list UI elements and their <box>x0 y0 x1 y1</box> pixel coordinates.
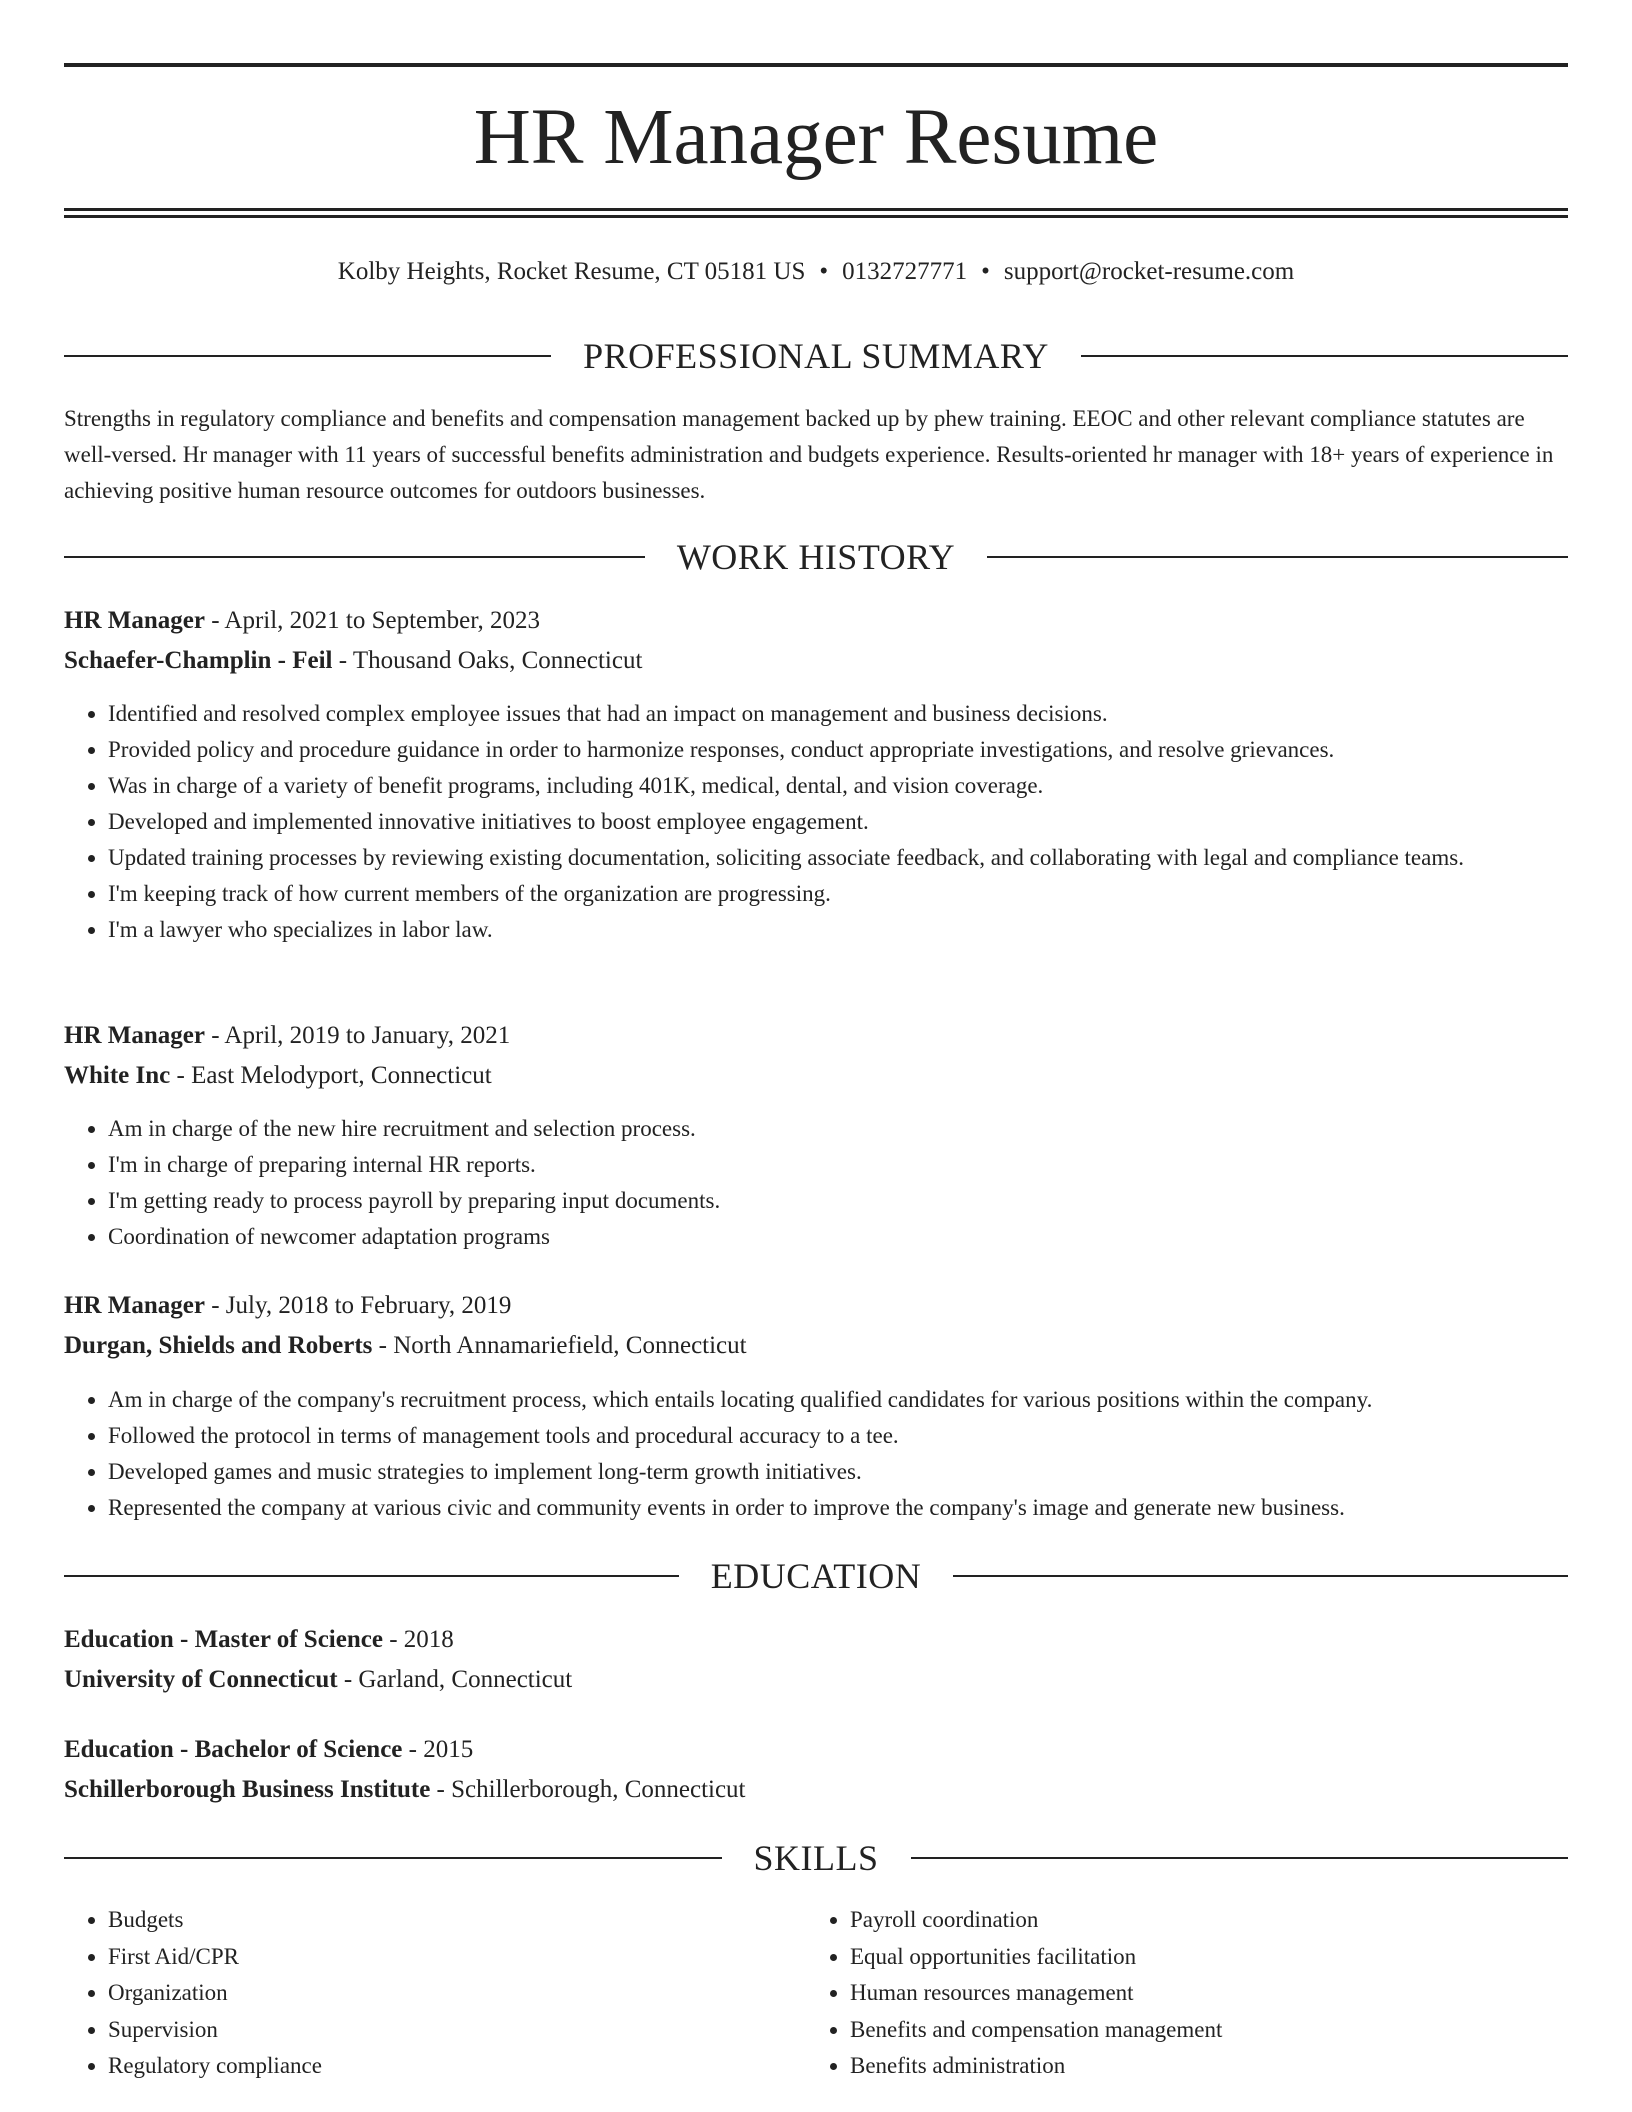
job-heading <box>64 605 1568 637</box>
divider <box>911 1857 1569 1859</box>
education-year: - 2015 <box>402 1736 474 1763</box>
list-item: • Updated training processes by reviewing existing documentation, soliciting associate feedback, and collaborating with legal and compliance teams. <box>108 840 1568 876</box>
education-heading <box>64 1734 1568 1766</box>
section-heading-summary <box>64 334 1568 378</box>
title-rule-upper <box>64 208 1568 211</box>
education-location: - Schillerborough, Connecticut <box>430 1776 746 1803</box>
list-item: • Developed games and music strategies to implement long-term growth initiatives. <box>108 1454 1568 1490</box>
education-school: Schillerborough Business Institute <box>64 1776 431 1803</box>
section-heading-work-history <box>64 535 1568 579</box>
contact-email: support@rocket-resume.com <box>1003 258 1295 285</box>
list-item: • Developed and implemented innovative initiatives to boost employee engagement. <box>108 804 1568 840</box>
title-rule-lower <box>64 215 1568 218</box>
top-rule <box>64 63 1568 67</box>
list-item: • Was in charge of a variety of benefit programs, including 401K, medical, dental, and vision coverage. <box>108 768 1568 804</box>
skill-item: • Benefits administration <box>850 2048 1610 2085</box>
contact-separator: • <box>819 258 829 285</box>
job-company: Schaefer-Champlin - Feil <box>64 647 333 674</box>
skill-item: • Budgets <box>108 1902 808 1939</box>
job-role: HR Manager <box>64 1292 205 1319</box>
job-company-line <box>64 1330 1568 1362</box>
list-item: • Am in charge of the company's recruitment process, which entails locating qualified candidates for various positions within the company. <box>108 1382 1568 1418</box>
list-item: • Am in charge of the new hire recruitment and selection process. <box>108 1111 1568 1147</box>
job-dates: - April, 2019 to January, 2021 <box>204 1022 511 1049</box>
divider <box>1081 355 1568 357</box>
job-location: - East Melodyport, Connecticut <box>170 1062 492 1089</box>
divider <box>64 355 551 357</box>
resume-title: HR Manager Resume <box>473 94 1159 181</box>
section-heading-education <box>64 1554 1568 1598</box>
section-heading-skills <box>64 1836 1568 1880</box>
job-company-line <box>64 645 1568 677</box>
job-dates: - April, 2021 to September, 2023 <box>204 607 541 634</box>
contact-line <box>64 256 1568 288</box>
list-item: • Identified and resolved complex employee issues that had an impact on management and business decisions. <box>108 696 1568 732</box>
divider <box>64 556 645 558</box>
section-title: PROFESSIONAL SUMMARY <box>583 336 1049 376</box>
job-company: White Inc <box>64 1062 171 1089</box>
skills-list-left <box>64 1902 808 2085</box>
divider <box>987 556 1568 558</box>
divider <box>953 1575 1568 1577</box>
skill-item: • Regulatory compliance <box>108 2048 808 2085</box>
list-item: • Provided policy and procedure guidance in order to harmonize responses, conduct appropriate investigations, and resolve grievances. <box>108 732 1568 768</box>
divider <box>64 1575 679 1577</box>
education-location: - Garland, Connecticut <box>337 1666 573 1693</box>
summary-text: Strengths in regulatory compliance and benefits and compensation management backed up by phew training. EEOC and other relevant compliance statutes are well-versed. Hr manager with 11 years of successful benefits administration and budgets experience. Results-oriented hr manager with 18+ years of experience in achieving positive human resource outcomes for outdoors businesses. <box>64 406 1554 503</box>
list-item: • Coordination of newcomer adaptation programs <box>108 1219 1568 1255</box>
job-company: Durgan, Shields and Roberts <box>64 1332 373 1359</box>
list-item: • I'm getting ready to process payroll by preparing input documents. <box>108 1183 1568 1219</box>
education-school-line <box>64 1774 1568 1806</box>
education-degree: Education - Master of Science <box>64 1626 383 1653</box>
list-item: • I'm in charge of preparing internal HR reports. <box>108 1147 1568 1183</box>
education-degree: Education - Bachelor of Science <box>64 1736 403 1763</box>
list-item: • I'm a lawyer who specializes in labor law. <box>108 912 1568 948</box>
section-title: EDUCATION <box>710 1556 922 1596</box>
education-year: - 2018 <box>382 1626 454 1653</box>
job-bullets <box>64 1111 1568 1255</box>
job-location: - Thousand Oaks, Connecticut <box>332 647 643 674</box>
job-bullets <box>64 696 1568 948</box>
section-title: WORK HISTORY <box>676 537 956 577</box>
list-item: • I'm keeping track of how current members of the organization are progressing. <box>108 876 1568 912</box>
section-title: SKILLS <box>753 1838 879 1878</box>
job-heading <box>64 1290 1568 1322</box>
skill-item: • Supervision <box>108 2012 808 2049</box>
skill-item: • Benefits and compensation management <box>850 2012 1610 2049</box>
education-heading <box>64 1624 1568 1656</box>
list-item: • Represented the company at various civic and community events in order to improve the company's image and generate new business. <box>108 1490 1568 1526</box>
divider <box>64 1857 722 1859</box>
contact-phone: 0132727771 <box>842 258 968 285</box>
education-school-line <box>64 1664 1568 1696</box>
skill-item: • Payroll coordination <box>850 1902 1610 1939</box>
skill-item: • Organization <box>108 1975 808 2012</box>
skills-list-right <box>806 1902 1610 2085</box>
job-dates: - July, 2018 to February, 2019 <box>204 1292 512 1319</box>
job-bullets <box>64 1382 1568 1526</box>
list-item: • Followed the protocol in terms of management tools and procedural accuracy to a tee. <box>108 1418 1568 1454</box>
job-role: HR Manager <box>64 1022 205 1049</box>
contact-separator: • <box>981 258 990 285</box>
job-role: HR Manager <box>64 607 205 634</box>
education-school: University of Connecticut <box>64 1666 338 1693</box>
job-company-line <box>64 1060 1568 1092</box>
skill-item: • First Aid/CPR <box>108 1939 808 1976</box>
skill-item: • Equal opportunities facilitation <box>850 1939 1610 1976</box>
skill-item: • Human resources management <box>850 1975 1610 2012</box>
job-location: - North Annamariefield, Connecticut <box>372 1332 747 1359</box>
contact-address: Kolby Heights, Rocket Resume, CT 05181 US <box>337 258 806 285</box>
job-heading <box>64 1020 1568 1052</box>
